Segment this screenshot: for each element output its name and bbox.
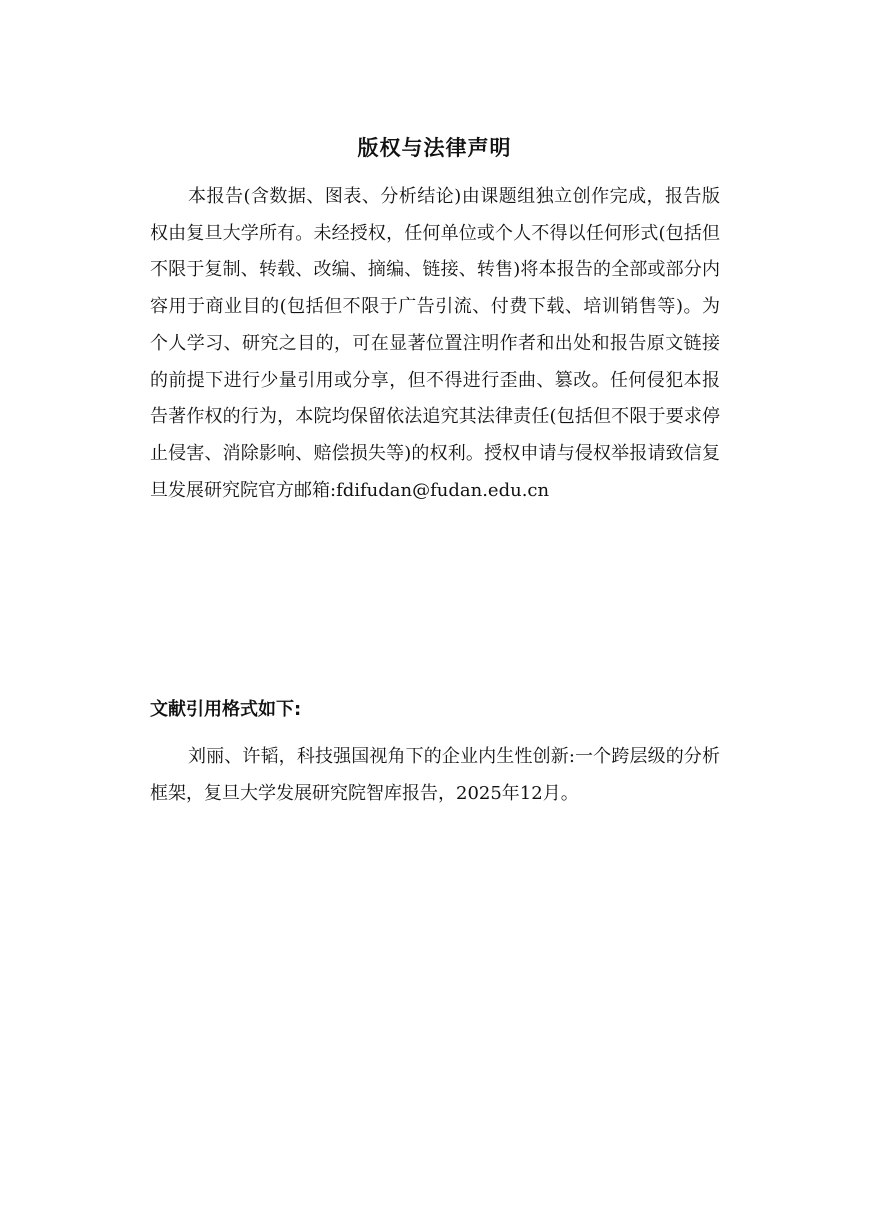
citation-text-paragraph: 刘丽、许韬，科技强国视角下的企业内生性创新:一个跨层级的分析框架，复旦大学发展研究院智库报告，2025年12月。 — [150, 746, 720, 804]
citation-heading: 文献引用格式如下: — [150, 699, 302, 720]
copyright-statement-paragraph: 本报告(含数据、图表、分析结论)由课题组独立创作完成，报告版权由复旦大学所有。未经授权，任何单位或个人不得以任何形式(包括但不限于复制、转载、改编、摘编、链接、转售)将本报告的全部或部分内容用于商业目的(包括但不限于广告引流、付费下载、培训销售等)。为个人学习、研究之目的，可在显著位置注明作者和出处和报告原文链接的前提下进行少量引用或分享，但不得进行歪曲、篡改。任何侵犯本报告著作权的行为，本院均保留依法追究其法律责任(包括但不限于要求停止侵害、消除影响、赔偿损失等)的权利。授权申请与侵权举报请致信复旦发展研究院官方邮箱:fdifudan@fudan.edu.cn — [150, 186, 720, 501]
page-title: 版权与法律声明 — [357, 136, 512, 160]
